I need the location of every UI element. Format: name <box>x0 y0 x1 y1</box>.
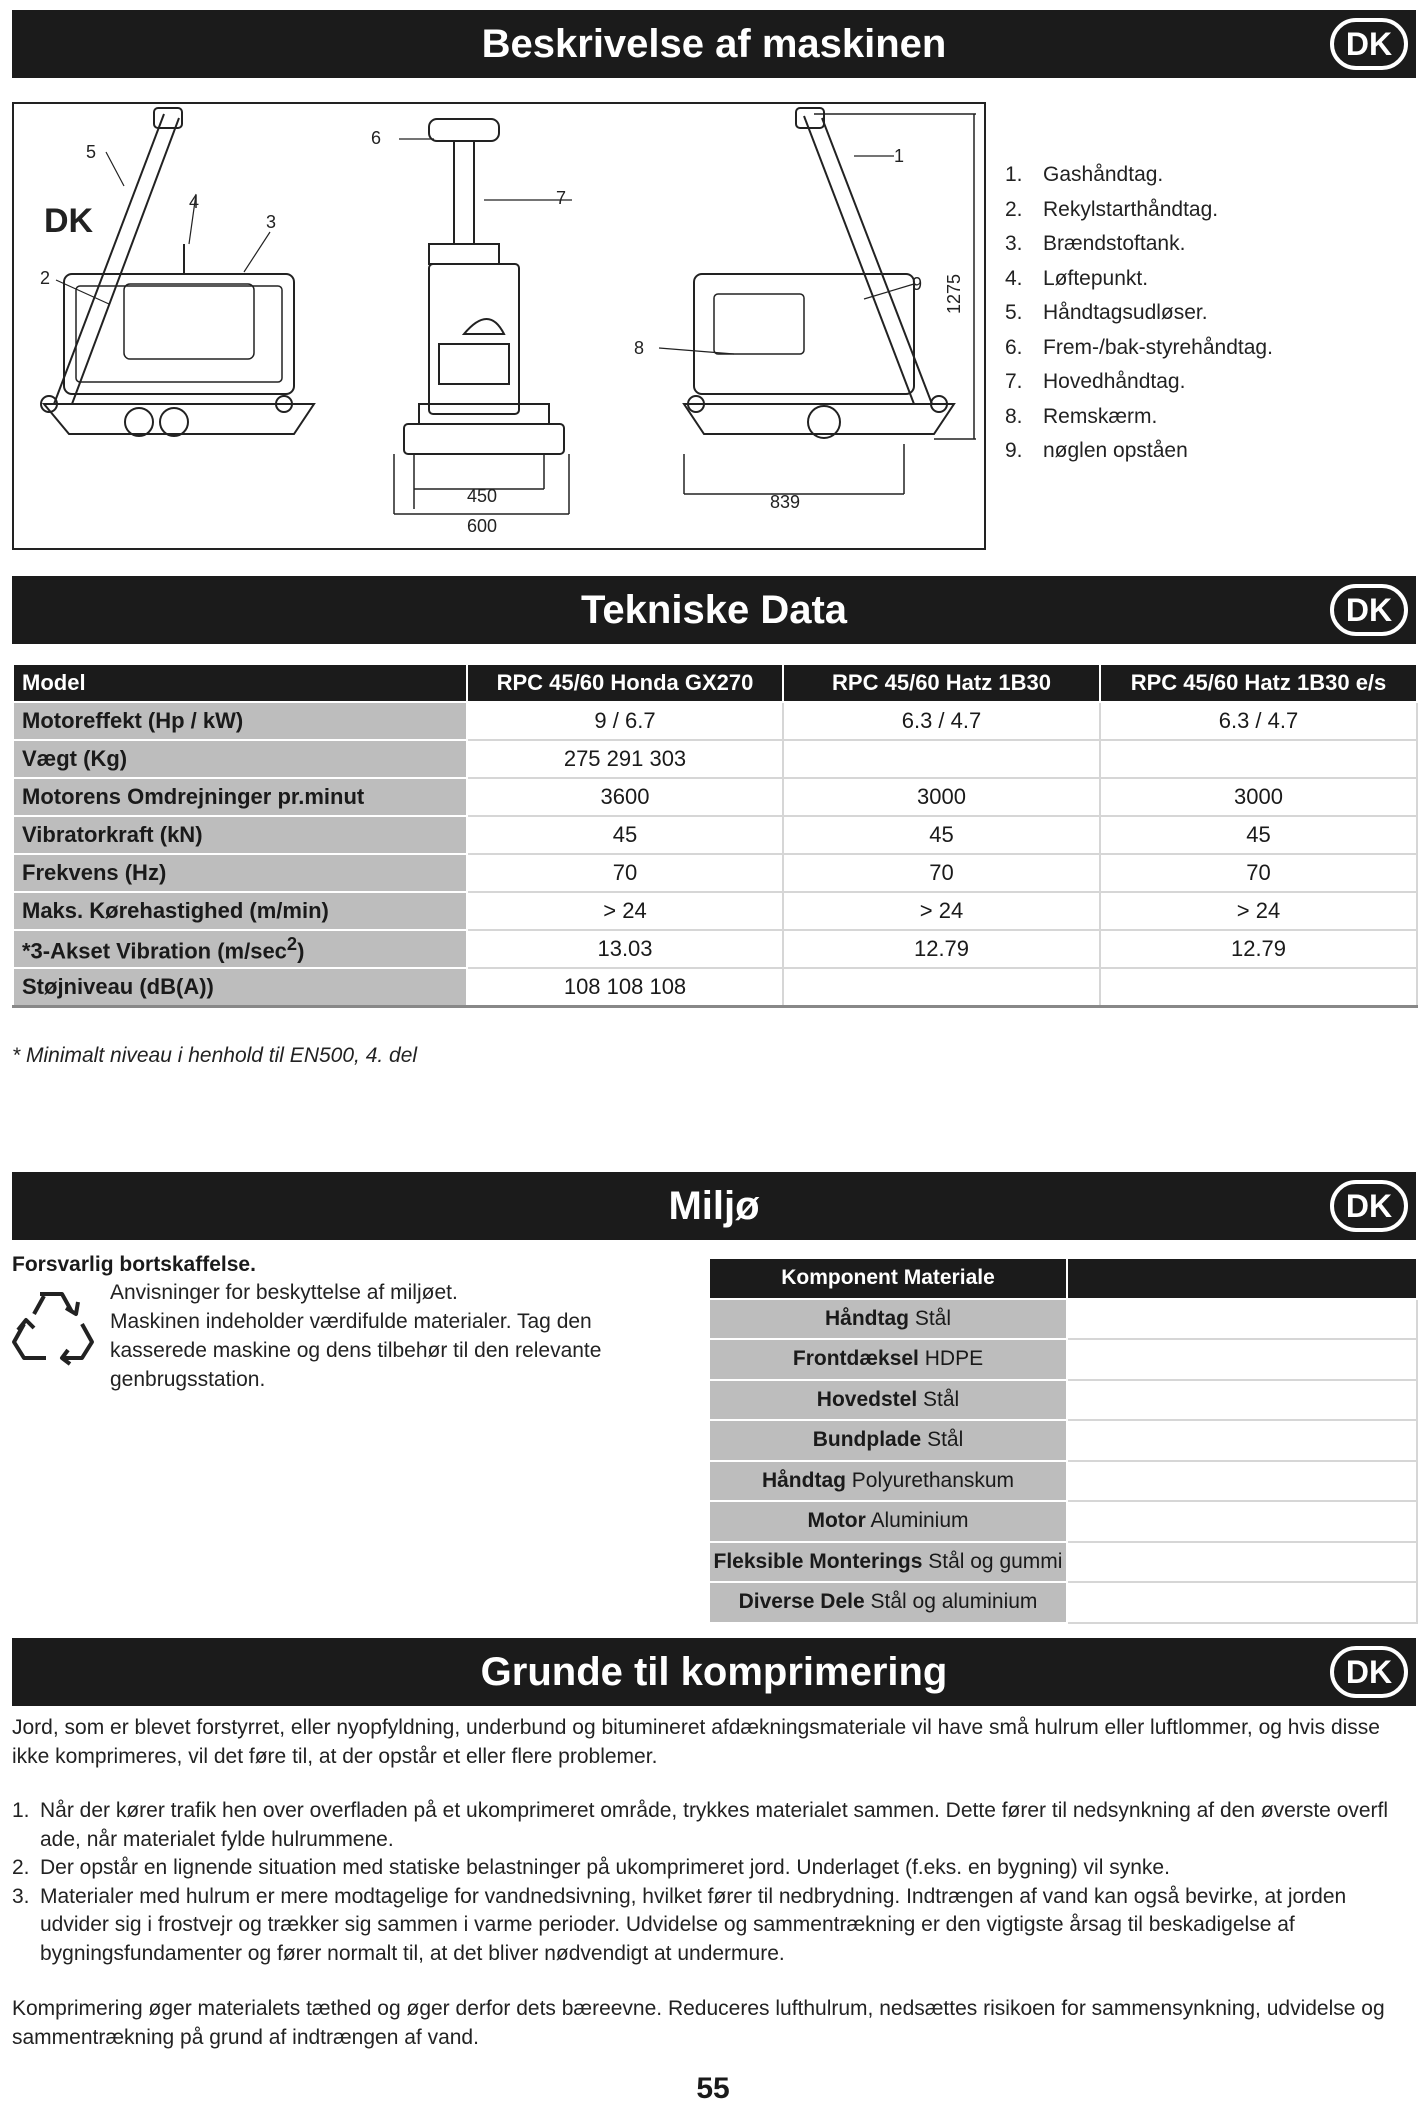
table-row <box>13 778 1417 816</box>
dk-badge: DK <box>1330 584 1408 636</box>
disposal-subtitle: Forsvarlig bortskaffelse. <box>12 1253 256 1276</box>
dim-1275: 1275 <box>944 273 964 314</box>
table-cell <box>1067 1420 1417 1461</box>
parts-list-item: 4. Løftepunkt. <box>1005 266 1149 290</box>
list-item: 2. Der opstår en lignende situation med statiske belastninger på ukomprimeret jord. Underlaget (f.eks. en bygning) vil synke. <box>12 1856 1170 1879</box>
table-cell <box>1067 1542 1417 1583</box>
material-cell: Håndtag Polyurethanskum <box>709 1461 1067 1502</box>
table-row <box>13 892 1417 930</box>
table-cell: 70 <box>467 854 783 892</box>
table-row <box>709 1501 1417 1542</box>
parts-list-item: 5. Håndtagsudløser. <box>1005 301 1208 324</box>
callout-4: 4 <box>189 192 200 212</box>
table-cell: 70 <box>783 854 1100 892</box>
column-header-empty <box>1067 1258 1417 1299</box>
compression-intro: Jord, som er blevet forstyrret, eller nyopfyldning, underbund og bitumineret afdækningsmateriale vil have små hulrum eller luftlommer, og hvis disse ikke komprimeres, vil det føre til, at der opstår et eller flere problemer. <box>12 1716 1380 1768</box>
table-row <box>709 1461 1417 1502</box>
table-row <box>13 740 1417 778</box>
table-row <box>13 854 1417 892</box>
callout-9: 9 <box>912 274 923 294</box>
list-item: 3. Materialer med hulrum er mere modtagelige for vandnedsivning, hvilket fører til nedbrydning. Indtrængen af vand kan også bevirke, at jorden udvider sig i frostvejr og trækker sig sammen i varme perioder. Udvidelse og sammentrækning er den vigtigste årsag til beskadigelse af bygningsfundamenter og fører normalt til, at det bliver nødvendigt at undermure. <box>12 1884 1347 1965</box>
table-row <box>709 1582 1417 1623</box>
column-header: RPC 45/60 Hatz 1B30 e/s <box>1100 664 1417 702</box>
table-cell: 12.79 <box>1100 930 1417 968</box>
footnote: * Minimalt niveau i henhold til EN500, 4. del <box>12 1044 418 1067</box>
table-cell: 6.3 / 4.7 <box>1100 702 1417 740</box>
parts-list-item: 7. Hovedhåndtag. <box>1005 370 1186 393</box>
table-cell <box>1067 1339 1417 1380</box>
material-cell: Frontdæksel HDPE <box>709 1339 1067 1380</box>
callout-8: 8 <box>634 338 645 358</box>
table-header-row <box>709 1258 1417 1299</box>
machine-diagram <box>12 102 986 550</box>
parts-list-item: 2. Rekylstarthåndtag. <box>1005 197 1219 221</box>
material-cell: Hovedstel Stål <box>709 1380 1067 1421</box>
tech-data-table <box>12 663 1418 1008</box>
table-row <box>709 1542 1417 1583</box>
table-cell: 6.3 / 4.7 <box>783 702 1100 740</box>
section-title: Grunde til komprimering <box>480 1650 948 1694</box>
disposal-text <box>110 1278 690 1394</box>
table-row <box>709 1380 1417 1421</box>
column-header: Model <box>13 664 467 702</box>
table-cell: 275 291 303 <box>467 740 783 778</box>
table-cell <box>1067 1299 1417 1340</box>
callout-1: 1 <box>894 146 905 166</box>
table-cell <box>1100 968 1417 1006</box>
parts-list-item: 6. Frem-/bak-styrehåndtag. <box>1005 335 1273 359</box>
table-row <box>13 702 1417 740</box>
material-cell: Håndtag Stål <box>709 1299 1067 1340</box>
table-row <box>709 1420 1417 1461</box>
row-label: Støjniveau (dB(A)) <box>13 968 467 1006</box>
parts-list-item: 3. Brændstoftank. <box>1005 232 1186 255</box>
callout-7: 7 <box>556 188 567 208</box>
row-label: Motoreffekt (Hp / kW) <box>13 702 467 740</box>
table-cell <box>1067 1380 1417 1421</box>
table-cell: 3600 <box>467 778 783 816</box>
table-row <box>709 1339 1417 1380</box>
table-header-row <box>13 664 1417 702</box>
section-header-description <box>12 10 1416 78</box>
recycle-icon <box>10 1284 96 1366</box>
table-cell: 108 108 108 <box>467 968 783 1006</box>
row-label: *3-Akset Vibration $(m/\sec^2)$ <box>13 930 467 968</box>
section-title: Tekniske Data <box>580 588 848 632</box>
compression-outro: Komprimering øger materialets tæthed og øger derfor dets bæreevne. Reduceres lufthulrum, nedsættes risikoen for sammensynkning, udvidelse og sammentrækning på grund af indtrængen af vand. <box>12 1997 1385 2049</box>
dk-label: DK <box>44 202 94 240</box>
callout-2: 2 <box>40 268 51 288</box>
env-line: Maskinen indeholder værdifulde materialer. Tag den kasserede maskine og dens tilbehør til den relevante genbrugsstation. <box>110 1310 602 1391</box>
material-cell: Fleksible Monterings Stål og gummi <box>709 1542 1067 1583</box>
section-title: Beskrivelse af maskinen <box>481 22 947 66</box>
parts-list-item: 1. Gashåndtag. <box>1005 163 1164 186</box>
parts-list <box>1005 158 1273 469</box>
section-title: Miljø <box>668 1184 760 1228</box>
column-header: RPC 45/60 Hatz 1B30 <box>783 664 1100 702</box>
table-row <box>13 930 1417 968</box>
dk-badge: DK <box>1330 1646 1408 1698</box>
materials-table <box>708 1257 1418 1624</box>
table-cell: 3000 <box>783 778 1100 816</box>
callout-6: 6 <box>371 128 382 148</box>
callout-5: 5 <box>86 142 97 162</box>
table-cell <box>783 968 1100 1006</box>
table-cell: 45 <box>783 816 1100 854</box>
parts-list-item: 9. nøglen opståen <box>1005 439 1188 462</box>
table-cell: 13.03 <box>467 930 783 968</box>
dk-badge: DK <box>1330 1180 1408 1232</box>
table-cell: 12.79 <box>783 930 1100 968</box>
table-cell: 45 <box>1100 816 1417 854</box>
material-cell: Bundplade Stål <box>709 1420 1067 1461</box>
table-cell <box>1067 1461 1417 1502</box>
parts-list-item: 8. Remskærm. <box>1005 404 1158 428</box>
section-header-environment <box>12 1172 1416 1240</box>
section-header-compression <box>12 1638 1416 1706</box>
table-cell: 70 <box>1100 854 1417 892</box>
material-cell: Motor Aluminium <box>709 1501 1067 1542</box>
row-label: Motorens Omdrejninger pr.minut <box>13 778 467 816</box>
dim-450: 450 <box>467 486 498 506</box>
list-item: 1. Når der kører trafik hen over overfladen på et ukomprimeret område, trykkes materialet sammen. Dette fører til nedsynkning af den øverste overfl ade, når materialet fylde hulrummene. <box>12 1799 1389 1851</box>
table-cell: 45 <box>467 816 783 854</box>
dk-badge: DK <box>1330 18 1408 70</box>
table-row <box>13 968 1417 1006</box>
callout-3: 3 <box>266 212 277 232</box>
table-cell <box>1067 1501 1417 1542</box>
table-cell <box>783 740 1100 778</box>
compression-problems-list <box>12 1797 1412 1968</box>
table-cell <box>1067 1582 1417 1623</box>
page-number: 55 <box>696 2072 730 2105</box>
column-header: Komponent Materiale <box>709 1258 1067 1299</box>
table-cell: > 24 <box>1100 892 1417 930</box>
table-cell: 9 / 6.7 <box>467 702 783 740</box>
table-cell <box>1100 740 1417 778</box>
dim-600: 600 <box>467 516 498 536</box>
row-label: Vægt (Kg) <box>13 740 467 778</box>
section-header-tech <box>12 576 1416 644</box>
column-header: RPC 45/60 Honda GX270 <box>467 664 783 702</box>
env-line: Anvisninger for beskyttelse af miljøet. <box>110 1281 458 1304</box>
dim-839: 839 <box>770 492 801 512</box>
machine-drawings <box>14 104 984 548</box>
table-row <box>709 1299 1417 1340</box>
table-cell: 3000 <box>1100 778 1417 816</box>
table-cell: > 24 <box>467 892 783 930</box>
row-label: Maks. Kørehastighed (m/min) <box>13 892 467 930</box>
row-label: Frekvens (Hz) <box>13 854 467 892</box>
row-label: Vibratorkraft (kN) <box>13 816 467 854</box>
table-cell: > 24 <box>783 892 1100 930</box>
table-row <box>13 816 1417 854</box>
material-cell: Diverse Dele Stål og aluminium <box>709 1582 1067 1623</box>
